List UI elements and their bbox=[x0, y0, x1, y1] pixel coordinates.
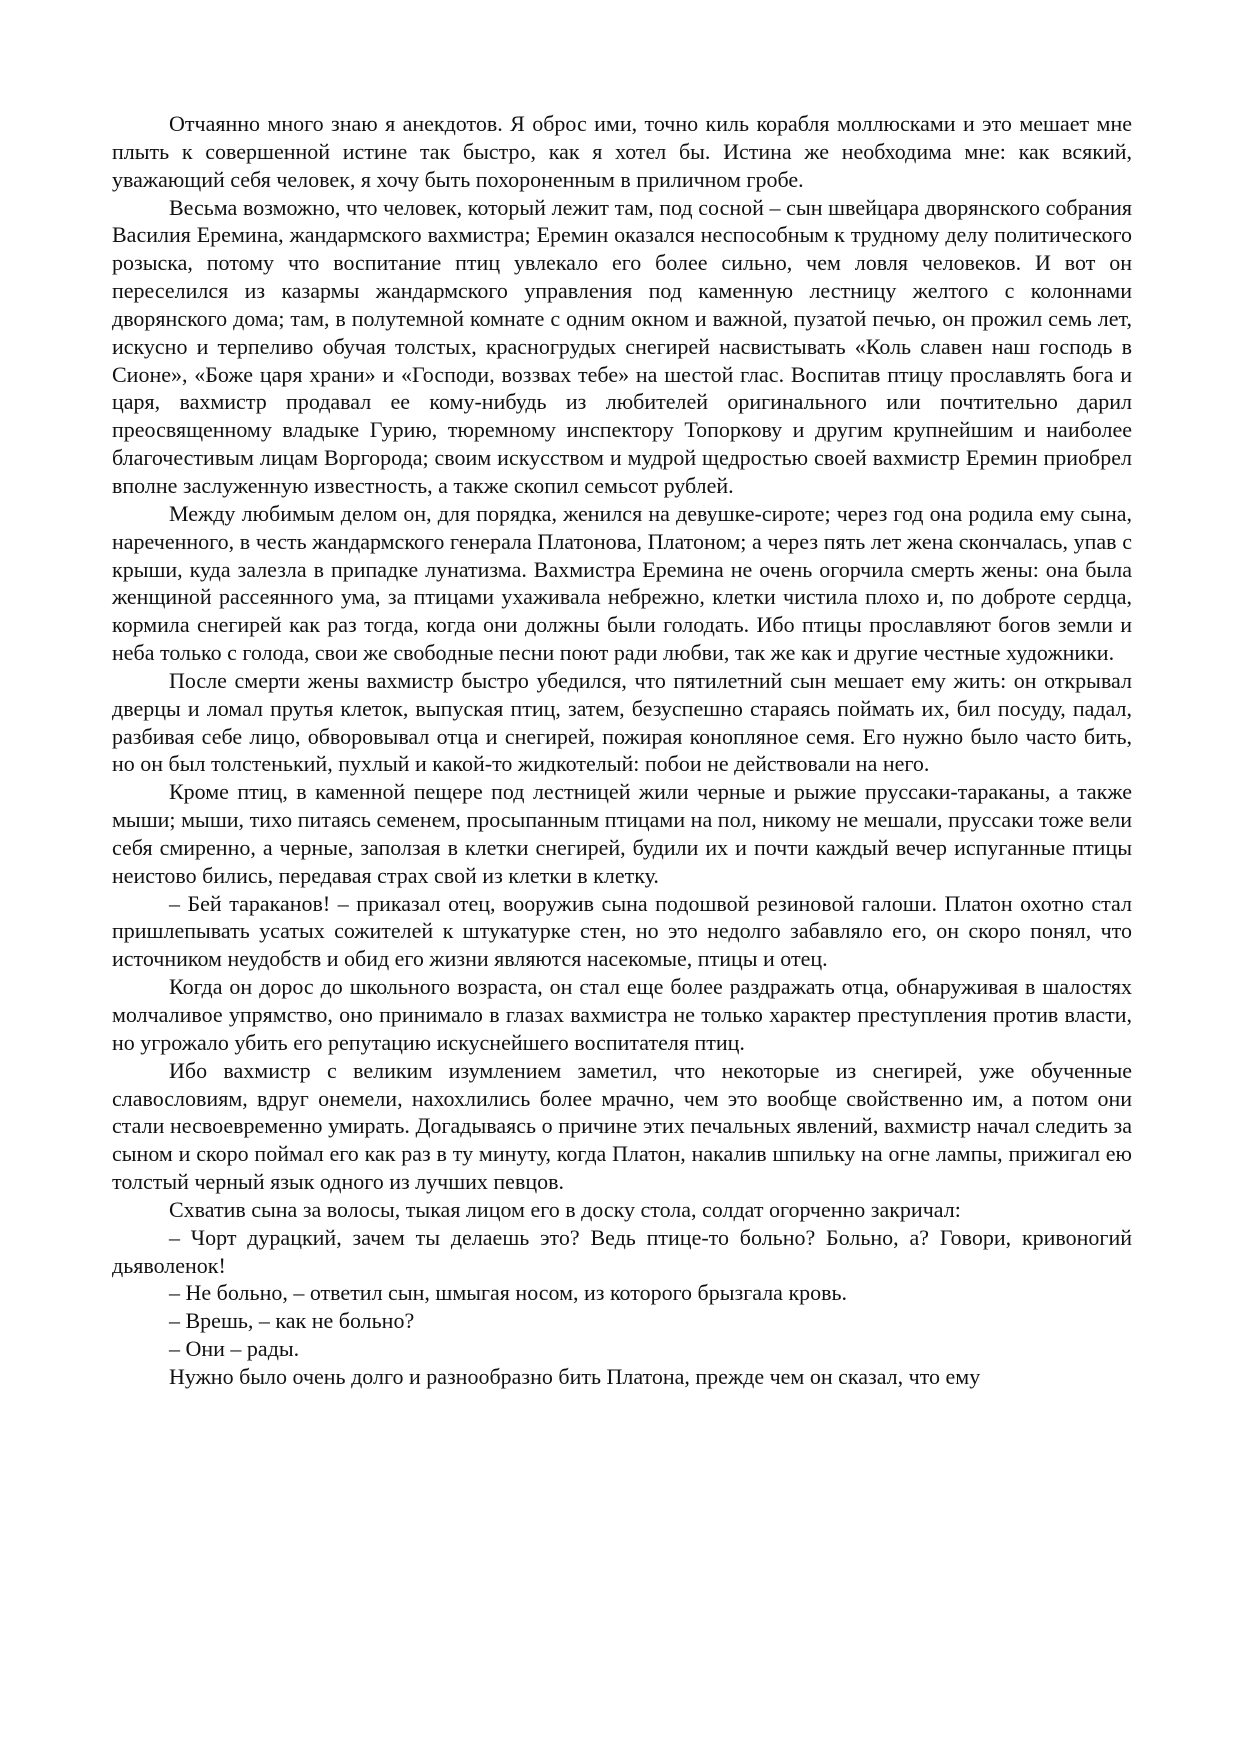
paragraph: Между любимым делом он, для порядка, женился на девушке-сироте; через год она родила ему сына, нареченного, в честь жандармского генерала Платонова, Платоном; а через пять лет жена скончалась, упав с крыши, куда залезла в припадке лунатизма. Вахмистра Еремина не очень огорчила смерть жены: она была женщиной рассеянного ума, за птицами ухаживала небрежно, клетки чистила плохо и, по доброте сердца, кормила снегирей как раз тогда, когда они должны были голодать. Ибо птицы прославляют богов земли и неба только с голода, свои же свободные песни поют ради любви, так же как и другие честные художники. bbox=[112, 500, 1132, 666]
paragraph: Когда он дорос до школьного возраста, он стал еще более раздражать отца, обнаруживая в шалостях молчаливое упрямство, оно принимало в глазах вахмистра не только характер преступления против власти, но угрожало убить его репутацию искуснейшего воспитателя птиц. bbox=[112, 974, 1132, 1055]
paragraph: Нужно было очень долго и разнообразно бить Платона, прежде чем он сказал, что ему bbox=[169, 1363, 981, 1389]
paragraph: Кроме птиц, в каменной пещере под лестницей жили черные и рыжие пруссаки-тараканы, а также мыши; мыши, тихо питаясь семенем, просыпанным птицами на пол, никому не мешали, пруссаки тоже вели себя смиренно, а черные, заползая в клетки снегирей, будили их и почти каждый вечер испуганные птицы неистово бились, передавая страх свой из клетки в клетку. bbox=[112, 779, 1132, 888]
paragraph: – Врешь, – как не больно? bbox=[169, 1308, 415, 1334]
paragraph: – Не больно, – ответил сын, шмыгая носом, из которого брызгала кровь. bbox=[169, 1280, 848, 1306]
paragraph: Ибо вахмистр с великим изумлением заметил, что некоторые из снегирей, уже обученные славословиям, вдруг онемели, нахохлились более мрачно, чем это вообще свойственно им, а потом они стали несвоевременно умирать. Догадываясь о причине этих печальных явлений, вахмистр начал следить за сыном и скоро поймал его как раз в ту минуту, когда Платон, накалив шпильку на огне лампы, прижигал ею толстый черный язык одного из лучших певцов. bbox=[112, 1057, 1132, 1195]
document-body bbox=[112, 110, 1132, 1391]
paragraph: Весьма возможно, что человек, который лежит там, под сосной – сын швейцара дворянского собрания Василия Еремина, жандармского вахмистра; Еремин оказался неспособным к трудному делу политического розыска, потому что воспитание птиц увлекало его более сильно, чем ловля человеков. И вот он переселился из казармы жандармского управления под каменную лестницу желтого с колоннами дворянского дома; там, в полутемной комнате с одним окном и важной, пузатой печью, он прожил семь лет, искусно и терпеливо обучая толстых, красногрудых снегирей насвистывать «Коль славен наш господь в Сионе», «Боже царя храни» и «Господи, воззвах тебе» на шестой глас. Воспитав птицу прославлять бога и царя, вахмистр продавал ее кому-нибудь из любителей оригинального или почтительно дарил преосвященному владыке Гурию, тюремному инспектору Топоркову и другим крупнейшим и наиболее благочестивым лицам Воргорода; своим искусством и мудрой щедростью своей вахмистр Еремин приобрел вполне заслуженную известность, а также скопил семьсот рублей. bbox=[112, 194, 1132, 498]
paragraph: – Чорт дурацкий, зачем ты делаешь это? Ведь птице-то больно? Больно, а? Говори, кривоногий дьяволенок! bbox=[112, 1224, 1132, 1278]
paragraph: – Они – рады. bbox=[169, 1336, 300, 1362]
paragraph: Отчаянно много знаю я анекдотов. Я оброс ими, точно киль корабля моллюсками и это мешает мне плыть к совершенной истине так быстро, как я хотел бы. Истина же необходима мне: как всякий, уважающий себя человек, я хочу быть похороненным в приличном гробе. bbox=[112, 111, 1132, 192]
paragraph: После смерти жены вахмистр быстро убедился, что пятилетний сын мешает ему жить: он открывал дверцы и ломал прутья клеток, выпуская птиц, затем, безуспешно стараясь поймать их, бил посуду, падал, разбивая себе лицо, обворовывал отца и снегирей, пожирая конопляное семя. Его нужно было часто бить, но он был толстенький, пухлый и какой-то жидкотелый: побои не действовали на него. bbox=[112, 667, 1132, 777]
paragraph: – Бей тараканов! – приказал отец, вооружив сына подошвой резиновой галоши. Платон охотно стал пришлепывать усатых сожителей к штукатурке стен, но это недолго забавляло его, он скоро понял, что источником неудобств и обид его жизни являются насекомые, птицы и отец. bbox=[112, 890, 1132, 972]
paragraph: Схватив сына за волосы, тыкая лицом его в доску стола, солдат огорченно закричал: bbox=[169, 1196, 961, 1222]
